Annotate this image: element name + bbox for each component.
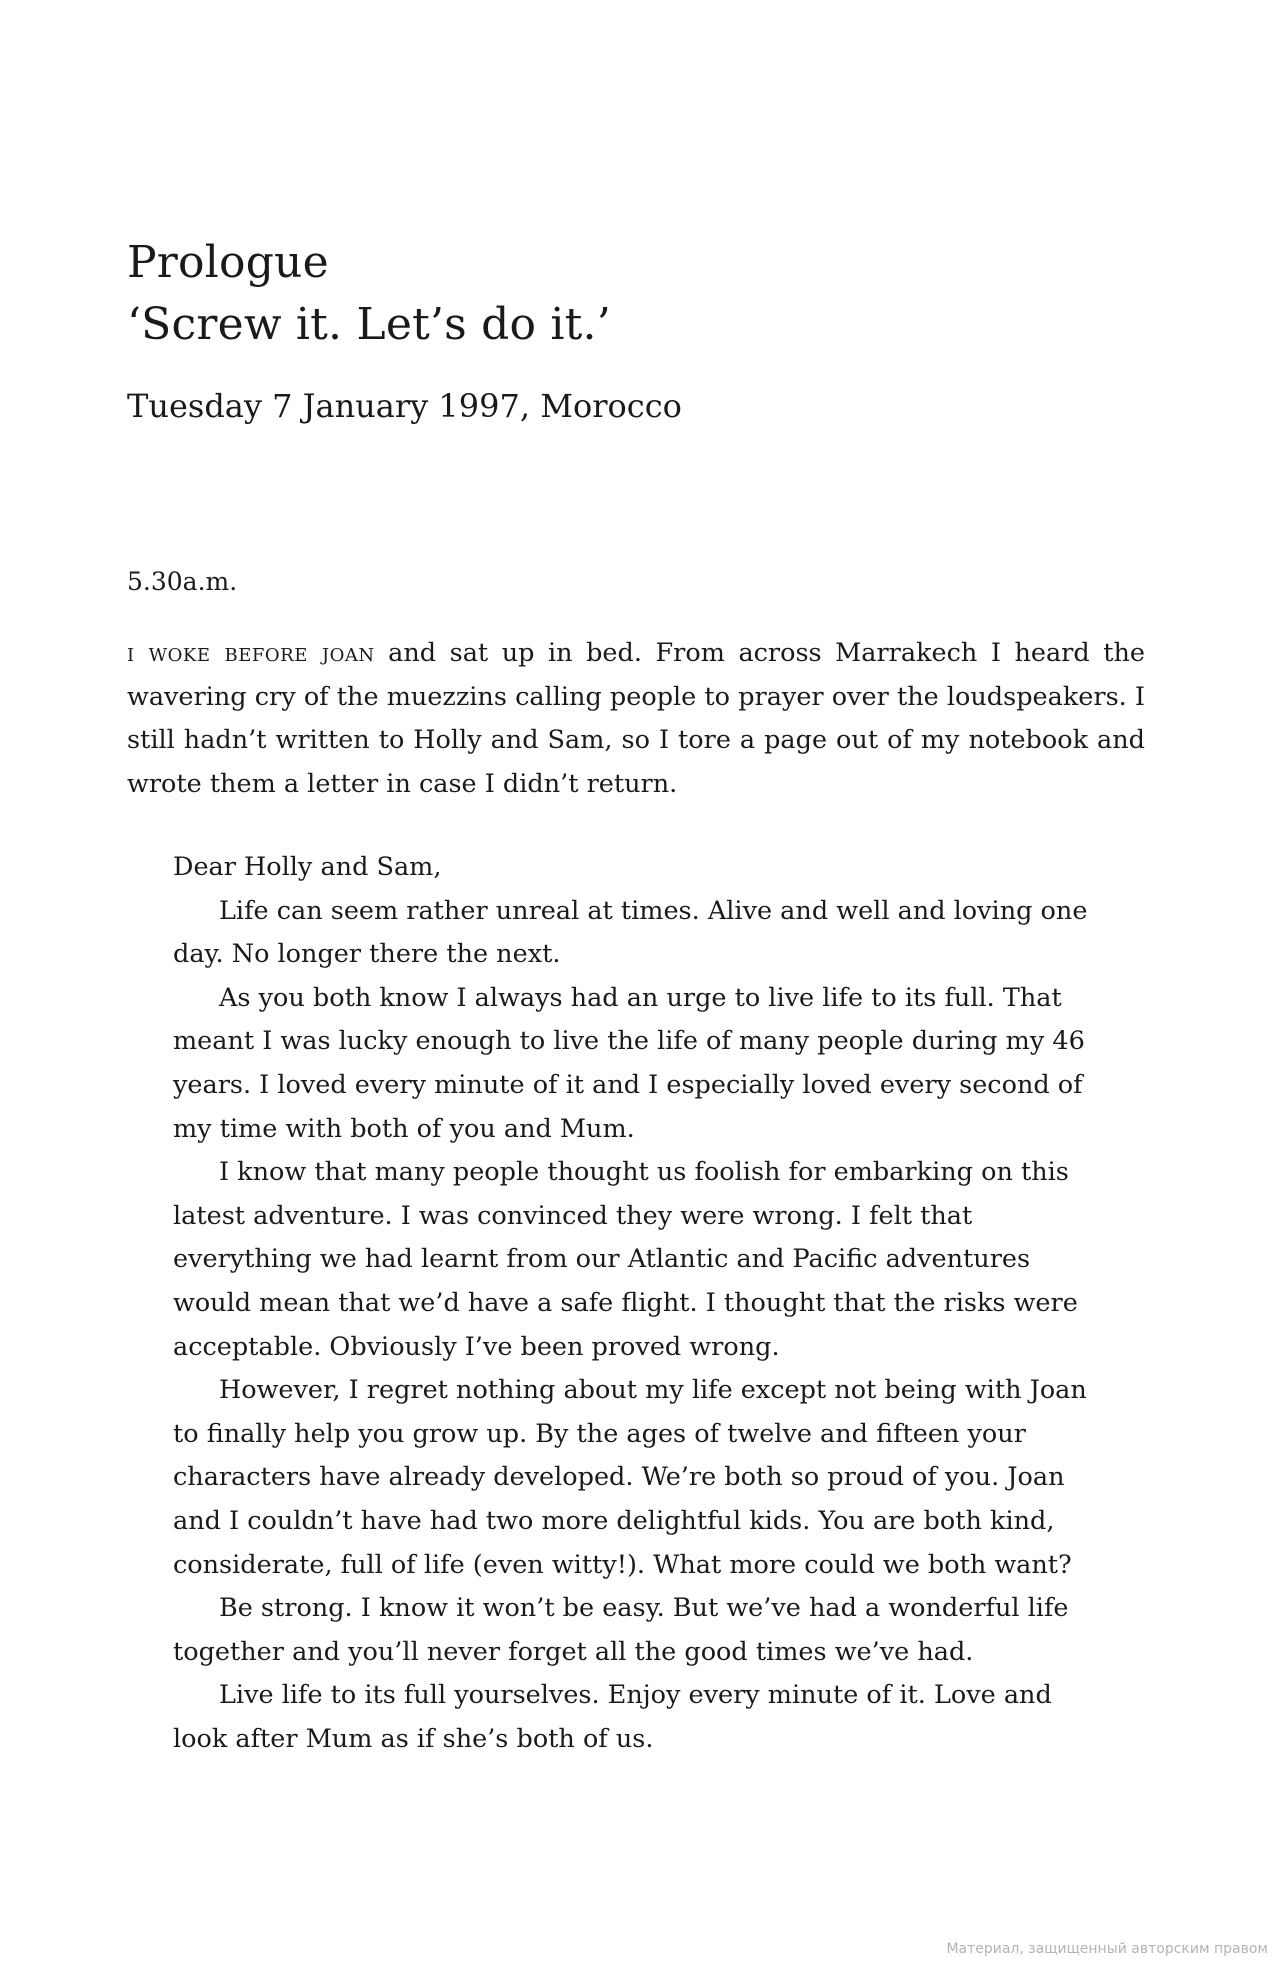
letter-paragraph: Live life to its full yourselves. Enjoy every minute of it. Love and look after Mum as if she’s both of us. (173, 1680, 1052, 1754)
chapter-subtitle: ‘Screw it. Let’s do it.’ (127, 299, 611, 350)
chapter-dateline: Tuesday 7 January 1997, Morocco (127, 387, 682, 425)
letter-paragraph: Life can seem rather unreal at times. Alive and well and loving one day. No longer there the next. (173, 895, 1088, 970)
letter-salutation: Dear Holly and Sam, (173, 852, 442, 882)
intro-paragraph (127, 632, 1145, 806)
copyright-watermark: Материал, защищенный авторским правом (946, 1941, 1268, 1957)
chapter-title (127, 232, 611, 356)
letter-block (173, 846, 1113, 1761)
letter-paragraph: As you both know I always had an urge to live life to its full. That meant I was lucky enough to live the life of many people during my 46 years. I loved every minute of it and I especially loved every second of my time with both of you and Mum. (173, 982, 1085, 1144)
time-heading: 5.30a.m. (127, 567, 238, 596)
chapter-label: Prologue (127, 237, 329, 288)
letter-paragraph: I know that many people thought us foolish for embarking on this latest adventure. I was convinced they were wrong. I felt that everything we had learnt from our Atlantic and Pacific adventures would mean that we’d have a safe flight. I thought that the risks were acceptable. Obviously I’ve been proved wrong. (173, 1157, 1078, 1362)
letter-paragraph: However, I regret nothing about my life except not being with Joan to finally help you grow up. By the ages of twelve and fifteen your characters have already developed. We’re both so proud of you. Joan and I couldn’t have had two more delightful kids. You are both kind, considerate, full of life (even witty!). What more could we both want? (173, 1375, 1087, 1580)
intro-lead-in: i woke before joan (127, 638, 375, 668)
intro-text: and sat up in bed. From across Marrakech I heard the wavering cry of the muezzins calling people to prayer over the loudspeakers. I still hadn’t written to Holly and Sam, so I tore a page out of my notebook and wrote them a letter in case I didn’t return. (127, 638, 1145, 799)
letter-paragraph: Be strong. I know it won’t be easy. But we’ve had a wonderful life together and you’ll never forget all the good times we’ve had. (173, 1593, 1069, 1667)
